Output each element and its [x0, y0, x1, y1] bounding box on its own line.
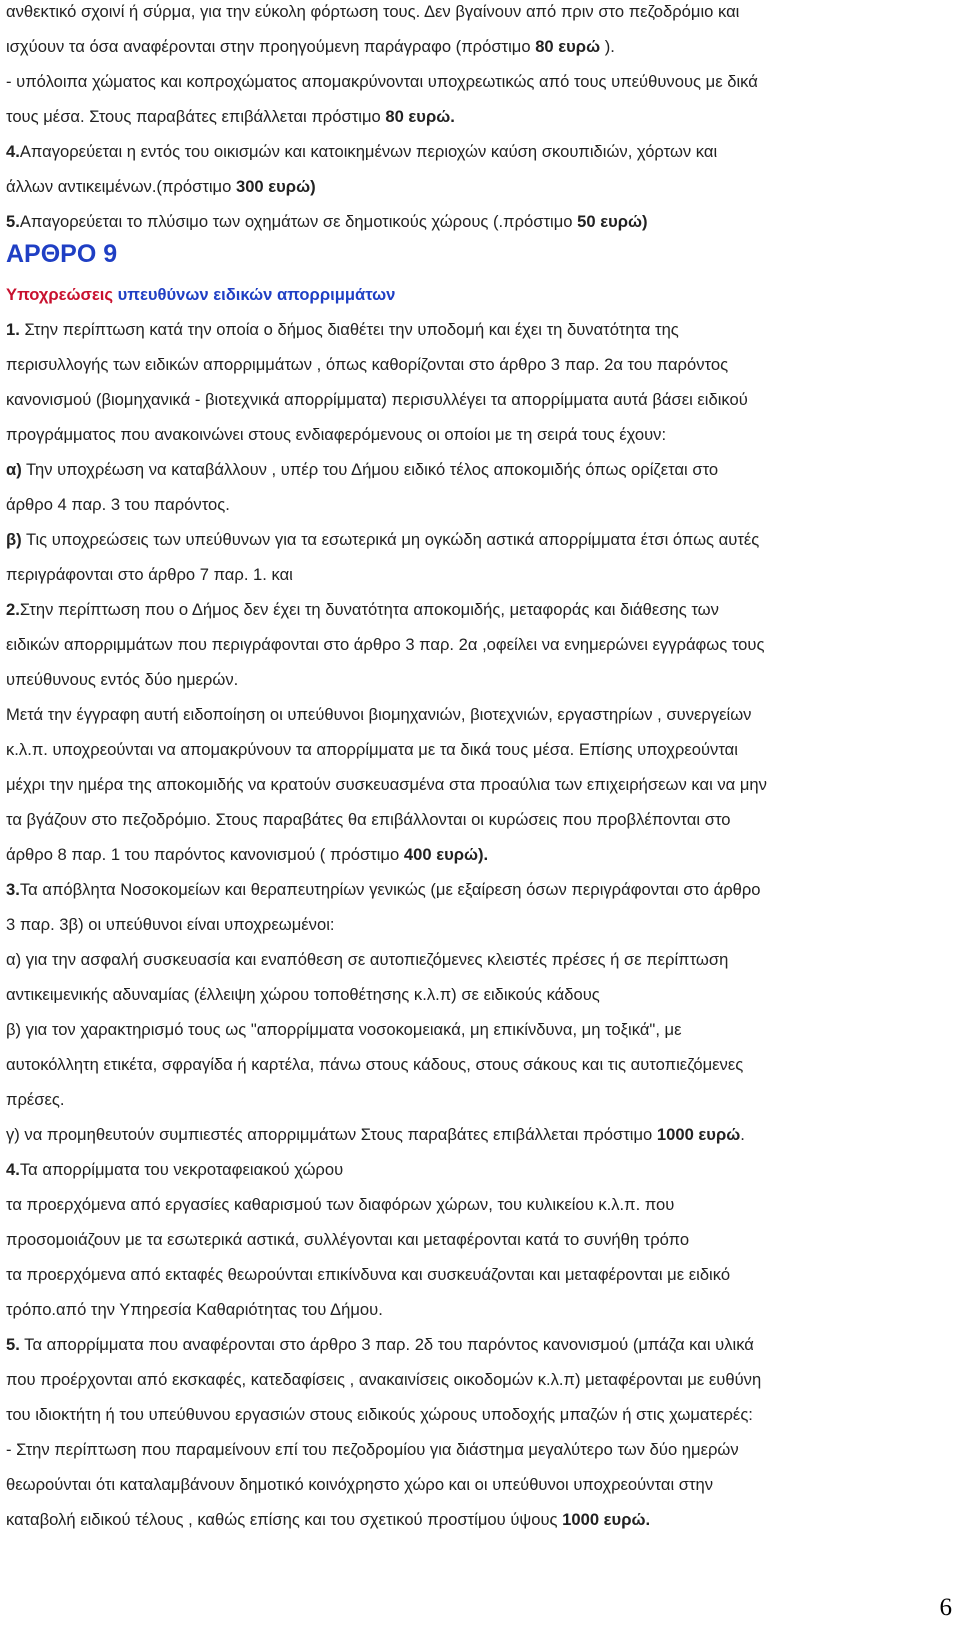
text-segment: Στην περίπτωση κατά την οποία ο δήμος διαθέτει την υποδομή και έχει τη δυνατότητα της: [19, 320, 679, 339]
text-line: [6, 1510, 650, 1530]
text-line: [6, 1475, 713, 1495]
text-segment: 80 ευρώ: [535, 37, 601, 56]
text-segment: κ.λ.π. υποχρεούνται να απομακρύνουν τα απορρίμματα με τα δικά τους μέσα. Επίσης υποχρεούνται: [6, 740, 738, 759]
text-line: [6, 635, 764, 655]
text-line: [6, 142, 717, 162]
text-line: [6, 1020, 682, 1040]
text-line: [6, 1300, 383, 1320]
text-line: [6, 740, 738, 760]
text-segment: β) για τον χαρακτηρισμό τους ως "απορρίμματα νοσοκομειακά, μη επικίνδυνα, μη τοξικά", με: [6, 1020, 682, 1039]
text-line: [6, 425, 666, 445]
text-segment: 3 παρ. 3β) οι υπεύθυνοι είναι υποχρεωμένοι:: [6, 915, 335, 934]
text-segment: περισυλλογής των ειδικών απορριμμάτων , όπως καθορίζονται στο άρθρο 3 παρ. 2α του παρόντος: [6, 355, 729, 374]
text-line: [6, 320, 679, 340]
text-line: [6, 1160, 343, 1180]
text-segment: Τα απορρίμματα που αναφέρονται στο άρθρο 3 παρ. 2δ του παρόντος κανονισμού (μπάζα και υλικά: [19, 1335, 754, 1354]
text-line: [6, 495, 230, 515]
text-line: [6, 1195, 674, 1215]
text-segment: τους μέσα. Στους παραβάτες επιβάλλεται πρόστιμο: [6, 107, 386, 126]
text-segment: του ιδιοκτήτη ή του υπεύθυνου εργασιών στους ειδικούς χώρους υποδοχής μπαζών ή στις χωματερές:: [6, 1405, 753, 1424]
text-segment: Απαγορεύεται το πλύσιμο των οχημάτων σε δημοτικούς χώρους (.πρόστιμο: [19, 212, 578, 231]
text-line: [6, 530, 759, 550]
text-segment: περιγράφονται στο άρθρο 7 παρ. 1. και: [6, 565, 293, 584]
text-segment: β): [6, 530, 22, 549]
text-segment: 1.: [6, 320, 20, 339]
text-segment: θεωρούνται ότι καταλαμβάνουν δημοτικό κοινόχρηστο χώρο και οι υπεύθυνοι υποχρεούνται στην: [6, 1475, 714, 1494]
text-line: [6, 1370, 761, 1390]
text-segment: αυτοκόλλητη ετικέτα, σφραγίδα ή καρτέλα, πάνω στους κάδους, στους σάκους και τις αυτοπιεζόμενες: [6, 1055, 744, 1074]
text-line: [6, 810, 731, 830]
text-segment: άρθρο 4 παρ. 3 του παρόντος.: [6, 495, 230, 514]
text-segment: ανθεκτικό σχοινί ή σύρμα, για την εύκολη φόρτωση τους. Δεν βγαίνουν από πριν στο πεζοδρόμιο και: [6, 2, 740, 21]
text-segment: αντικειμενικής αδυναμίας (έλλειψη χώρου τοποθέτησης κ.λ.π) σε ειδικούς κάδους: [6, 985, 600, 1004]
text-segment: υπευθύνων: [113, 285, 209, 304]
text-line: [6, 107, 455, 127]
text-segment: τα προερχόμενα από εκταφές θεωρούνται επικίνδυνα και συσκευάζονται και μεταφέρονται με ειδικό: [6, 1265, 731, 1284]
text-line: [6, 880, 761, 900]
text-segment: - Στην περίπτωση που παραμείνουν επί του πεζοδρομίου για διάστημα μεγαλύτερο των δύο ημερών: [6, 1440, 739, 1459]
text-line: [6, 1335, 754, 1355]
text-segment: Μετά την έγγραφη αυτή ειδοποίηση οι υπεύθυνοι βιομηχανιών, βιοτεχνιών, εργαστηρίων , συνεργείων: [6, 705, 752, 724]
text-segment: 80 ευρώ.: [385, 107, 455, 126]
text-line: [6, 37, 615, 57]
text-segment: ειδικών απορριμμάτων που περιγράφονται στο άρθρο 3 παρ. 2α ,οφείλει να ενημερώνει εγγράφως τους: [6, 635, 765, 654]
text-segment: α) για την ασφαλή συσκευασία και εναπόθεση σε αυτοπιεζόμενες κλειστές πρέσες ή σε περίπτωση: [6, 950, 729, 969]
text-segment: 50 ευρώ): [577, 212, 648, 231]
text-segment: υπεύθυνους εντός δύο ημερών.: [6, 670, 239, 689]
text-segment: Την υποχρέωση να καταβάλλουν , υπέρ του Δήμου ειδικό τέλος αποκομιδής όπως ορίζεται στο: [21, 460, 719, 479]
text-segment: ειδικών απορριμμάτων: [208, 285, 396, 304]
text-line: [6, 1440, 739, 1460]
text-segment: προγράμματος που ανακοινώνει στους ενδιαφερόμενους οι οποίοι με τη σειρά τους έχουν:: [6, 425, 667, 444]
text-line: [6, 285, 395, 305]
text-line: [6, 670, 238, 690]
text-line: [6, 1125, 745, 1145]
text-segment: 5.: [6, 212, 20, 231]
text-segment: Υποχρεώσεις: [6, 285, 114, 304]
text-segment: 4.: [6, 142, 20, 161]
text-segment: 3.: [6, 880, 20, 899]
text-line: [6, 212, 648, 232]
text-line: [6, 1265, 730, 1285]
text-line: [6, 915, 335, 935]
text-line: [6, 845, 488, 865]
text-line: [6, 355, 728, 375]
text-line: [6, 72, 758, 92]
text-segment: 2.: [6, 600, 20, 619]
text-line: [6, 2, 739, 22]
text-segment: γ) να προμηθευτούν συμπιεστές απορριμμάτων Στους παραβάτες επιβάλλεται πρόστιμο: [6, 1125, 657, 1144]
page-number: 6: [939, 1594, 952, 1621]
text-segment: 4.: [6, 1160, 20, 1179]
text-segment: 1000 ευρώ.: [562, 1510, 651, 1529]
text-segment: Τις υποχρεώσεις των υπεύθυνων για τα εσωτερικά μη ογκώδη αστικά απορρίμματα έτσι όπως αυτές: [21, 530, 760, 549]
text-line: [6, 1230, 689, 1250]
text-segment: 300 ευρώ): [235, 177, 316, 196]
text-segment: πρέσες.: [6, 1090, 65, 1109]
text-segment: - υπόλοιπα χώματος και κοπροχώματος απομακρύνονται υποχρεωτικώς από τους υπεύθυνους με δικά: [6, 72, 758, 91]
text-segment: τα βγάζουν στο πεζοδρόμιο. Στους παραβάτες θα επιβάλλονται οι κυρώσεις που προβλέπονται στο: [6, 810, 731, 829]
text-segment: που προέρχονται από εκσκαφές, κατεδαφίσεις , ανακαινίσεις οικοδομών κ.λ.π) μεταφέρονται με ευθύνη: [6, 1370, 762, 1389]
text-line: [6, 705, 751, 725]
text-line: [6, 1090, 65, 1110]
text-segment: προσομοιάζουν με τα εσωτερικά αστικά, συλλέγονται και μεταφέρονται κατά το συνήθη τρόπο: [6, 1230, 690, 1249]
text-segment: 1000 ευρώ: [656, 1125, 741, 1144]
text-segment: .: [740, 1125, 745, 1144]
text-segment: ).: [600, 37, 615, 56]
text-segment: άρθρο 8 παρ. 1 του παρόντος κανονισμού ( πρόστιμο: [6, 845, 404, 864]
text-line: [6, 1055, 743, 1075]
text-segment: 5.: [6, 1335, 20, 1354]
text-line: [6, 460, 718, 480]
text-line: [6, 1405, 753, 1425]
text-segment: άλλων αντικειμένων.(πρόστιμο: [6, 177, 236, 196]
text-line: [6, 985, 600, 1005]
text-segment: 400 ευρώ).: [403, 845, 489, 864]
article-heading: ΑΡΘΡΟ 9: [6, 240, 118, 268]
text-segment: Στην περίπτωση που ο Δήμος δεν έχει τη δυνατότητα αποκομιδής, μεταφοράς και διάθεσης των: [19, 600, 719, 619]
text-segment: τα προερχόμενα από εργασίες καθαρισμού των διαφόρων χώρων, του κυλικείου κ.λ.π. που: [6, 1195, 675, 1214]
text-line: [6, 390, 748, 410]
text-segment: Απαγορεύεται η εντός του οικισμών και κατοικημένων περιοχών καύση σκουπιδιών, χόρτων και: [19, 142, 718, 161]
text-segment: μέχρι την ημέρα της αποκομιδής να κρατούν συσκευασμένα στα προαύλια των επιχειρήσεων και να μην: [6, 775, 767, 794]
text-segment: κανονισμού (βιομηχανικά - βιοτεχνικά απορρίμματα) περισυλλέγει τα απορρίμματα αυτά βάσει ειδικού: [6, 390, 748, 409]
text-segment: Τα απορρίμματα του νεκροταφειακού χώρου: [19, 1160, 344, 1179]
text-segment: α): [6, 460, 22, 479]
text-line: [6, 565, 293, 585]
text-segment: τρόπο.από την Υπηρεσία Καθαριότητας του Δήμου.: [6, 1300, 383, 1319]
text-line: [6, 600, 719, 620]
text-line: [6, 775, 767, 795]
text-segment: ισχύουν τα όσα αναφέρονται στην προηγούμενη παράγραφο (πρόστιμο: [6, 37, 536, 56]
text-line: [6, 950, 728, 970]
text-segment: Τα απόβλητα Νοσοκομείων και θεραπευτηρίων γενικώς (με εξαίρεση όσων περιγράφονται στο άρθρο: [19, 880, 761, 899]
text-line: [6, 177, 316, 197]
text-segment: καταβολή ειδικού τέλους , καθώς επίσης και του σχετικού προστίμου ύψους: [6, 1510, 563, 1529]
